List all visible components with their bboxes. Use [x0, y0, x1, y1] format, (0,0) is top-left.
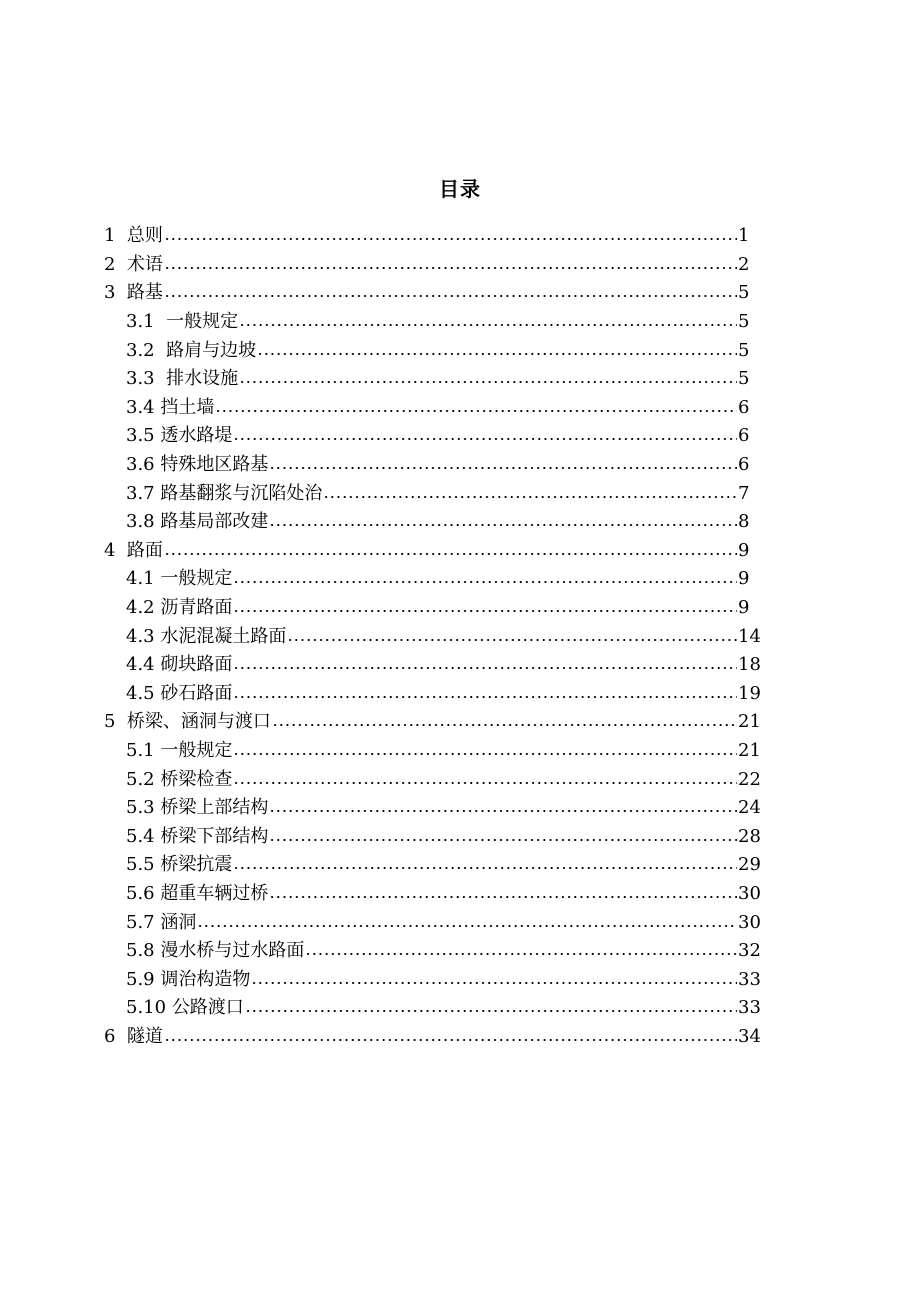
toc-entry-label: [126, 365, 238, 393]
toc-page-number: 6: [738, 454, 750, 476]
toc-entry[interactable]: [104, 908, 764, 937]
toc-page-wrap: [738, 365, 764, 393]
toc-entry-number: 3.6: [126, 454, 155, 476]
toc-entry-separator: [115, 254, 126, 275]
toc-dot-leader: [233, 782, 737, 784]
toc-entry-separator: [155, 340, 166, 361]
toc-entry-title: 隧道: [126, 1025, 163, 1047]
toc-entry-separator: [115, 711, 126, 732]
toc-entry-title: 路基: [126, 282, 163, 304]
toc-dot-leader: [269, 896, 737, 898]
toc-page-wrap: [738, 251, 764, 279]
toc-entry-title: 水泥混凝土路面: [160, 625, 287, 647]
toc-entry-label: [126, 422, 232, 450]
toc-page-number: 33: [738, 997, 761, 1019]
toc-page-number: 8: [738, 511, 750, 533]
toc-entry[interactable]: [104, 794, 764, 823]
toc-dot-leader: [164, 238, 737, 240]
toc-entry-title: 排水设施: [166, 368, 239, 390]
toc-dot-leader: [272, 724, 737, 726]
toc-entry-title: 特殊地区路基: [160, 454, 269, 476]
toc-entry-number: 5.1: [126, 739, 155, 761]
toc-entry-title: 涵洞: [160, 911, 197, 933]
toc-entry-label: [126, 966, 250, 994]
toc-entry-label: [104, 279, 163, 307]
toc-page-number: 32: [738, 940, 761, 962]
toc-entry[interactable]: [104, 822, 764, 851]
toc-page-wrap: [738, 909, 764, 937]
toc-dot-leader: [269, 810, 737, 812]
toc-dot-leader: [287, 639, 737, 641]
toc-page-number: 30: [738, 911, 761, 933]
toc-entry-label: [104, 537, 163, 565]
toc-entry-number: 3.5: [126, 425, 155, 447]
toc-page-number: 30: [738, 882, 761, 904]
toc-page-number: 34: [738, 1025, 761, 1047]
toc-entry-number: 4.1: [126, 568, 155, 590]
toc-page-number: 14: [738, 625, 761, 647]
toc-entry[interactable]: [104, 279, 764, 308]
toc-page-wrap: [738, 823, 764, 851]
toc-entry-label: [126, 851, 232, 879]
toc-entry-number: 3.4: [126, 396, 155, 418]
toc-dot-leader: [164, 267, 737, 269]
toc-entry-number: 5.6: [126, 882, 155, 904]
toc-entry-label: [126, 880, 268, 908]
toc-entry[interactable]: [104, 479, 764, 508]
toc-entry[interactable]: [104, 222, 764, 251]
toc-entry-title: 桥梁抗震: [160, 854, 233, 876]
toc-dot-leader: [245, 1010, 737, 1012]
toc-entry-number: 1: [104, 225, 116, 247]
toc-page-number: 19: [738, 682, 761, 704]
toc-entry[interactable]: [104, 622, 764, 651]
toc-entry[interactable]: [104, 508, 764, 537]
toc-entry-label: [126, 651, 232, 679]
toc-page-number: 5: [738, 368, 750, 390]
toc-page-wrap: [738, 565, 764, 593]
toc-entry-title: 公路渡口: [171, 997, 244, 1019]
toc-page-wrap: [738, 222, 764, 250]
toc-entry[interactable]: [104, 451, 764, 480]
toc-dot-leader: [233, 438, 737, 440]
toc-entry-label: [126, 680, 232, 708]
toc-entry-label: [104, 708, 271, 736]
toc-entry-title: 桥梁下部结构: [160, 825, 269, 847]
toc-entry[interactable]: [104, 422, 764, 451]
toc-entry-number: 6: [104, 1025, 116, 1047]
toc-page-wrap: [738, 708, 764, 736]
toc-entry-separator: [115, 282, 126, 303]
toc-dot-leader: [233, 581, 737, 583]
toc-entry-label: [126, 594, 232, 622]
toc-page-number: 5: [738, 339, 750, 361]
toc-entry[interactable]: [104, 651, 764, 680]
toc-dot-leader: [239, 324, 737, 326]
toc-page-wrap: [738, 623, 764, 651]
toc-page-number: 5: [738, 282, 750, 304]
toc-entry[interactable]: [104, 1023, 764, 1052]
toc-page-number: 24: [738, 797, 761, 819]
toc-page-number: 6: [738, 425, 750, 447]
toc-dot-leader: [164, 1039, 737, 1041]
toc-entry-label: [126, 394, 214, 422]
toc-entry-title: 超重车辆过桥: [160, 882, 269, 904]
toc-entry-number: 3.3: [126, 368, 155, 390]
toc-page-wrap: [738, 851, 764, 879]
toc-page-number: 9: [738, 568, 750, 590]
toc-page-number: 2: [738, 253, 750, 275]
toc-entry-title: 桥梁检查: [160, 768, 233, 790]
toc-page-wrap: [738, 394, 764, 422]
toc-page-wrap: [738, 451, 764, 479]
toc-entry-label: [126, 994, 244, 1022]
toc-page-number: 6: [738, 396, 750, 418]
toc-entry[interactable]: [104, 994, 764, 1023]
toc-entry-label: [126, 451, 268, 479]
toc-entry-number: 3.8: [126, 511, 155, 533]
toc-entry[interactable]: [104, 680, 764, 709]
toc-entry-title: 路肩与边坡: [166, 339, 257, 361]
toc-entry-title: 路基翻浆与沉陷处治: [160, 482, 323, 504]
toc-entry-label: [126, 937, 304, 965]
toc-entry-title: 桥梁、涵洞与渡口: [126, 711, 271, 733]
toc-entry-label: [126, 480, 322, 508]
toc-page-number: 21: [738, 739, 761, 761]
toc-dot-leader: [233, 696, 737, 698]
toc-entry-title: 一般规定: [160, 739, 233, 761]
toc-entry[interactable]: [104, 965, 764, 994]
toc-page-wrap: [738, 308, 764, 336]
toc-entry-number: 5.2: [126, 768, 155, 790]
toc-dot-leader: [239, 381, 737, 383]
toc-entry-separator: [115, 225, 126, 246]
toc-entry-number: 3.7: [126, 482, 155, 504]
toc-entry-title: 路面: [126, 539, 163, 561]
toc-dot-leader: [323, 496, 737, 498]
toc-entry[interactable]: [104, 565, 764, 594]
toc-entry-label: [126, 794, 268, 822]
toc-entry-title: 一般规定: [166, 311, 239, 333]
table-of-contents: [104, 222, 764, 1051]
toc-entry[interactable]: [104, 336, 764, 365]
toc-page-wrap: [738, 1023, 764, 1051]
toc-dot-leader: [233, 610, 737, 612]
toc-entry-number: 3.1: [126, 311, 155, 333]
toc-dot-leader: [251, 982, 737, 984]
toc-entry-label: [104, 1023, 163, 1051]
toc-entry-label: [126, 623, 286, 651]
toc-entry-number: 3.2: [126, 339, 155, 361]
toc-entry-label: [126, 823, 268, 851]
toc-entry-label: [104, 251, 163, 279]
toc-entry-number: 5: [104, 711, 116, 733]
toc-page-wrap: [738, 651, 764, 679]
toc-entry-title: 调治构造物: [160, 968, 251, 990]
toc-entry-number: 4.2: [126, 597, 155, 619]
toc-entry-title: 路基局部改建: [160, 511, 269, 533]
toc-entry-separator: [155, 368, 166, 389]
toc-entry[interactable]: [104, 737, 764, 766]
toc-page-number: 9: [738, 539, 750, 561]
toc-page-number: 9: [738, 597, 750, 619]
toc-page-wrap: [738, 994, 764, 1022]
toc-dot-leader: [269, 467, 737, 469]
toc-page-number: 33: [738, 968, 761, 990]
toc-page-wrap: [738, 594, 764, 622]
toc-entry-number: 5.5: [126, 854, 155, 876]
toc-entry-number: 5.10: [126, 997, 167, 1019]
toc-entry-separator: [115, 1026, 126, 1047]
toc-entry[interactable]: [104, 594, 764, 623]
toc-entry-label: [126, 737, 232, 765]
toc-entry[interactable]: [104, 365, 764, 394]
toc-entry-title: 砂石路面: [160, 682, 233, 704]
toc-page-number: 5: [738, 311, 750, 333]
toc-dot-leader: [233, 667, 737, 669]
toc-entry-title: 透水路堤: [160, 425, 233, 447]
toc-page-wrap: [738, 880, 764, 908]
toc-dot-leader: [305, 953, 737, 955]
toc-page-wrap: [738, 937, 764, 965]
toc-page-wrap: [738, 966, 764, 994]
toc-entry-number: 4.5: [126, 682, 155, 704]
toc-entry-title: 总则: [126, 225, 163, 247]
toc-dot-leader: [257, 353, 737, 355]
toc-entry[interactable]: [104, 765, 764, 794]
toc-dot-leader: [269, 524, 737, 526]
toc-entry-title: 术语: [126, 253, 163, 275]
toc-entry-separator: [115, 540, 126, 561]
toc-entry-separator: [155, 311, 166, 332]
toc-page-number: 1: [738, 225, 750, 247]
toc-page-number: 29: [738, 854, 761, 876]
toc-dot-leader: [269, 839, 737, 841]
toc-page-wrap: [738, 737, 764, 765]
toc-entry-label: [126, 508, 268, 536]
toc-page-number: 21: [738, 711, 761, 733]
toc-entry-number: 5.8: [126, 940, 155, 962]
toc-entry-label: [104, 222, 163, 250]
toc-entry-number: 4.4: [126, 654, 155, 676]
toc-entry-number: 5.7: [126, 911, 155, 933]
toc-dot-leader: [164, 295, 737, 297]
toc-entry-number: 5.3: [126, 797, 155, 819]
toc-entry-label: [126, 337, 256, 365]
toc-entry-title: 挡土墙: [160, 396, 215, 418]
toc-entry[interactable]: [104, 880, 764, 909]
toc-page-wrap: [738, 508, 764, 536]
toc-entry-title: 桥梁上部结构: [160, 797, 269, 819]
toc-page-wrap: [738, 480, 764, 508]
toc-entry[interactable]: [104, 308, 764, 337]
toc-page-number: 28: [738, 825, 761, 847]
page-title: 目录: [439, 177, 481, 202]
toc-entry-label: [126, 565, 232, 593]
toc-entry[interactable]: [104, 851, 764, 880]
toc-entry[interactable]: [104, 394, 764, 423]
toc-entry-number: 5.4: [126, 825, 155, 847]
toc-page-wrap: [738, 279, 764, 307]
toc-entry[interactable]: [104, 251, 764, 280]
toc-entry-number: 3: [104, 282, 116, 304]
toc-entry-label: [126, 308, 238, 336]
toc-entry-label: [126, 909, 196, 937]
toc-entry[interactable]: [104, 537, 764, 566]
toc-page-number: 7: [738, 482, 750, 504]
toc-entry-title: 一般规定: [160, 568, 233, 590]
toc-page-wrap: [738, 680, 764, 708]
toc-entry[interactable]: [104, 708, 764, 737]
toc-dot-leader: [164, 553, 737, 555]
toc-dot-leader: [197, 925, 737, 927]
toc-dot-leader: [233, 753, 737, 755]
toc-dot-leader: [233, 867, 737, 869]
toc-entry-number: 5.9: [126, 968, 155, 990]
toc-page-number: 22: [738, 768, 761, 790]
toc-entry-title: 漫水桥与过水路面: [160, 940, 305, 962]
toc-page-wrap: [738, 537, 764, 565]
toc-page-number: 18: [738, 654, 761, 676]
toc-page-wrap: [738, 794, 764, 822]
toc-entry[interactable]: [104, 937, 764, 966]
toc-page-wrap: [738, 422, 764, 450]
toc-entry-number: 4: [104, 539, 116, 561]
toc-dot-leader: [215, 410, 737, 412]
toc-page-wrap: [738, 766, 764, 794]
toc-entry-number: 4.3: [126, 625, 155, 647]
toc-entry-label: [126, 766, 232, 794]
toc-page-wrap: [738, 337, 764, 365]
toc-entry-title: 沥青路面: [160, 597, 233, 619]
toc-entry-title: 砌块路面: [160, 654, 233, 676]
toc-entry-number: 2: [104, 253, 116, 275]
